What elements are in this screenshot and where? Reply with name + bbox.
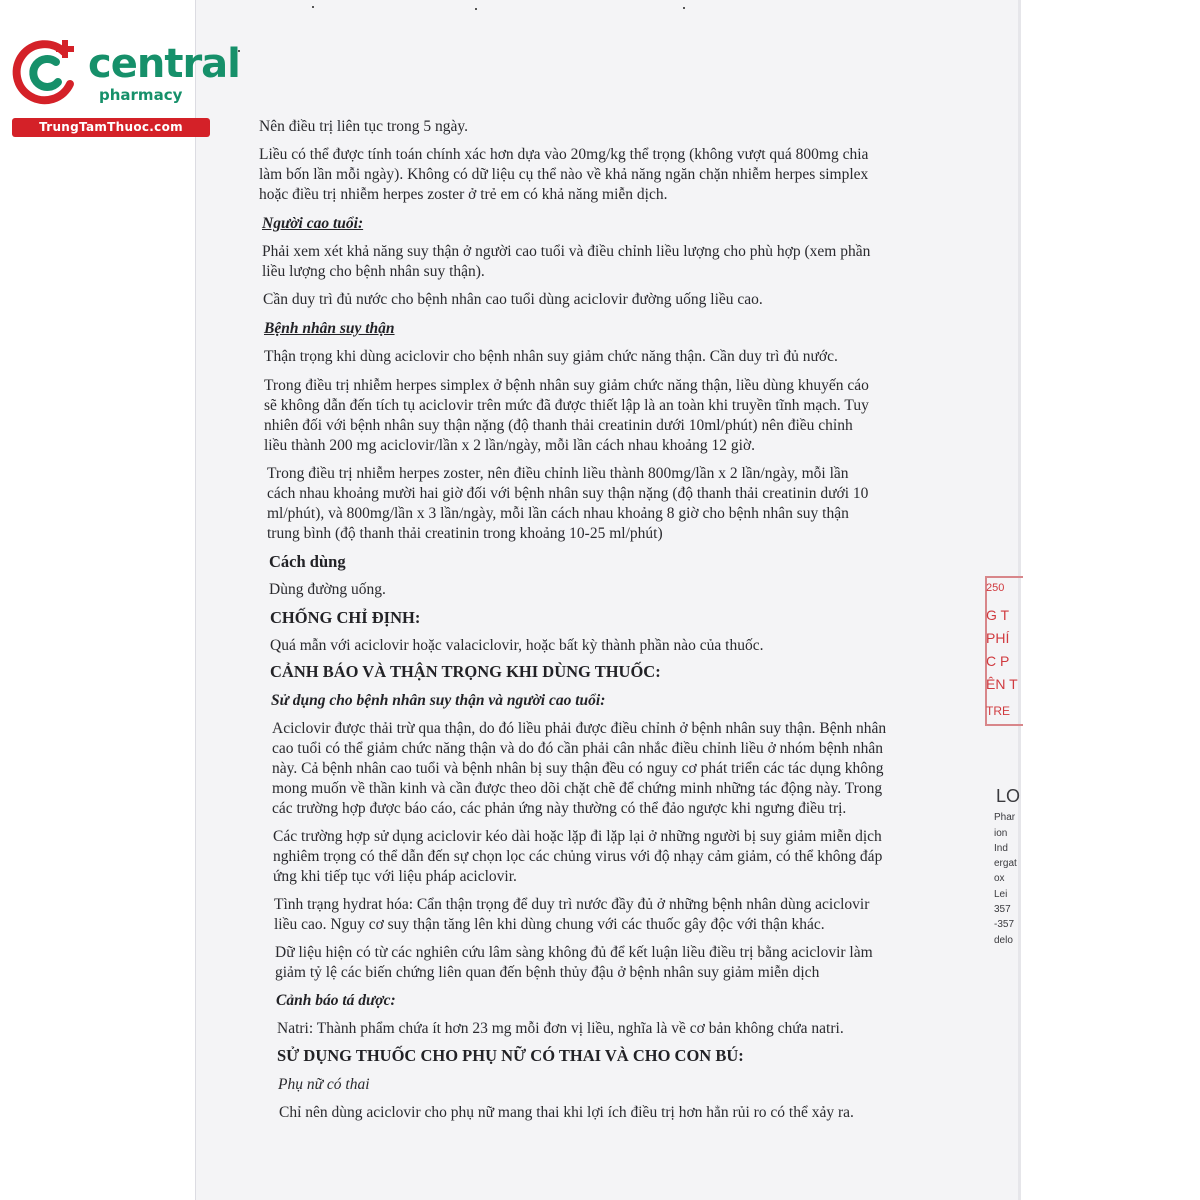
scan-speck — [683, 7, 685, 9]
side-text-fragment: delo — [994, 935, 1013, 946]
paragraph-hydration-line: liều cao. Nguy cơ suy thận tăng lên khi dùng chung với các thuốc gây độc với thận khác. — [274, 916, 825, 933]
brand-site-bar[interactable]: TrungTamThuoc.com — [12, 118, 210, 137]
paragraph-dose-line: làm bốn lần mỗi ngày). Không có dữ liệu cụ thể nào về khả năng ngăn chặn nhiễm herpes simplex — [259, 166, 869, 183]
paragraph-clinical-data-line: giảm tỷ lệ các biến chứng liên quan đến bệnh thủy đậu ở bệnh nhân suy giảm miễn dịch — [275, 964, 820, 981]
side-text-fragment: ergat — [994, 858, 1017, 869]
heading-renal: Bệnh nhân suy thận — [264, 320, 395, 337]
side-text-fragment: 357 — [994, 904, 1011, 915]
paragraph-hydration-line: Tình trạng hydrat hóa: Cẩn thận trọng để duy trì nước đầy đủ ở những bệnh nhân dùng aciclovir — [274, 896, 870, 913]
left-margin — [0, 0, 195, 1200]
paragraph-treatment-duration: Nên điều trị liên tục trong 5 ngày. — [259, 118, 469, 135]
paragraph-herpes-zoster-line: cách nhau khoảng mười hai giờ đối với bệnh nhân suy thận nặng (độ thanh thải creatinin dưới 10 — [267, 485, 869, 502]
heading-excipient-warning: Cảnh báo tá dược: — [276, 992, 396, 1009]
scan-speck — [312, 6, 314, 8]
heading-warnings: CẢNH BÁO VÀ THẬN TRỌNG KHI DÙNG THUỐC: — [270, 662, 661, 681]
side-text-fragment: ion — [994, 828, 1008, 839]
stamp-text: PHÍ — [986, 630, 1010, 646]
paragraph-contraindications: Quá mẫn với aciclovir hoặc valaciclovir, hoặc bất kỳ thành phần nào của thuốc. — [270, 637, 764, 654]
paragraph-usage: Dùng đường uống. — [269, 581, 386, 598]
side-text-fragment: Phar — [994, 812, 1016, 823]
side-text-fragment: Lei — [994, 889, 1008, 900]
paragraph-dose-line: hoặc điều trị nhiễm herpes zoster ở trẻ em có khả năng miễn dịch. — [259, 186, 668, 203]
paragraph-warnings-line: Aciclovir được thải trừ qua thận, do đó liều phải được điều chỉnh ở bệnh nhân suy thận. Bệnh nhân — [272, 720, 887, 737]
paragraph-immunocompromised-line: nghiêm trọng có thể dẫn đến sự chọn lọc các chủng virus với độ nhạy cảm giảm, có thể không đáp — [273, 848, 883, 865]
heading-contraindications: CHỐNG CHỈ ĐỊNH: — [270, 608, 421, 627]
brand-name: central — [88, 41, 240, 87]
heading-usage: Cách dùng — [269, 552, 346, 571]
paragraph-elderly-line: liều lượng cho bệnh nhân suy thận). — [262, 263, 485, 280]
stamp-text: C P — [986, 653, 1010, 669]
paragraph-herpes-zoster-line: ml/phút), và 800mg/lần x 3 lần/ngày, mỗi lần cách nhau khoảng 8 giờ cho bệnh nhân suy thận — [267, 505, 849, 522]
paragraph-warnings-line: mong muốn về thần kinh và cần được theo dõi chặt chẽ để chứng minh những tác động này. Trong — [272, 780, 883, 797]
right-margin — [1018, 0, 1200, 1200]
side-text-fragment: ox — [994, 873, 1005, 884]
paragraph-warnings-line: này. Cả bệnh nhân cao tuổi và bệnh nhân bị suy thận đều có nguy cơ phát triển các tác dụng không — [272, 760, 884, 777]
paragraph-herpes-zoster-line: Trong điều trị nhiễm herpes zoster, nên điều chỉnh liều thành 800mg/lần x 2 lần/ngày, mỗi lần — [267, 465, 849, 482]
paragraph-immunocompromised-line: ứng khi tiếp tục với liệu pháp aciclovir. — [273, 868, 517, 885]
side-text-fragment: LO — [996, 786, 1021, 806]
brand-subtitle: pharmacy — [99, 86, 183, 104]
stamp-text: TRE — [986, 704, 1010, 718]
stamp-text: ÊN T — [986, 676, 1018, 692]
stamp-text: 250 — [986, 582, 1005, 594]
paragraph-hydration-elderly: Cần duy trì đủ nước cho bệnh nhân cao tuổi dùng aciclovir đường uống liều cao. — [263, 291, 763, 308]
paragraph-renal-caution: Thận trọng khi dùng aciclovir cho bệnh nhân suy giảm chức năng thận. Cần duy trì đủ nước. — [264, 348, 838, 365]
scan-speck — [475, 8, 477, 10]
subheading-pregnancy: Phụ nữ có thai — [278, 1076, 370, 1093]
brand-logo[interactable] — [10, 38, 240, 138]
central-pharmacy-logo-icon — [10, 38, 80, 108]
paragraph-warnings-line: các trường hợp được báo cáo, các phản ứng này thường có thể đảo ngược khi ngưng điều trị. — [272, 800, 847, 817]
heading-elderly: Người cao tuổi: — [262, 215, 364, 232]
paragraph-herpes-simplex-line: Trong điều trị nhiễm herpes simplex ở bệnh nhân suy giảm chức năng thận, liều dùng khuyến cáo — [264, 377, 869, 394]
paragraph-immunocompromised-line: Các trường hợp sử dụng aciclovir kéo dài hoặc lặp đi lặp lại ở những người bị suy giảm miễn dịch — [273, 828, 882, 845]
subheading-warnings-renal-elderly: Sử dụng cho bệnh nhân suy thận và người cao tuổi: — [271, 692, 606, 709]
paragraph-warnings-line: cao tuổi có thể giảm chức năng thận và do đó cần phải cân nhắc điều chỉnh liều ở nhóm bệnh nhân — [272, 740, 884, 757]
paragraph-pregnancy: Chỉ nên dùng aciclovir cho phụ nữ mang thai khi lợi ích điều trị hơn hẳn rủi ro có thể xảy ra. — [279, 1104, 854, 1121]
side-text-fragment: Ind — [994, 843, 1008, 854]
paragraph-sodium: Natri: Thành phẩm chứa ít hơn 23 mg mỗi đơn vị liều, nghĩa là về cơ bản không chứa natri. — [277, 1020, 844, 1037]
paragraph-clinical-data-line: Dữ liệu hiện có từ các nghiên cứu lâm sàng không đủ để kết luận liều điều trị bằng aciclovir làm — [275, 944, 873, 961]
paragraph-dose-line: Liều có thể được tính toán chính xác hơn dựa vào 20mg/kg thể trọng (không vượt quá 800mg chia — [259, 146, 869, 163]
side-text-fragment: -357 — [994, 919, 1015, 930]
paragraph-herpes-simplex-line: sẽ không dẫn đến tích tụ aciclovir trên mức đã được thiết lập là an toàn khi truyền tĩnh mạch. Tuy — [264, 397, 869, 414]
heading-pregnancy-lactation: SỬ DỤNG THUỐC CHO PHỤ NỮ CÓ THAI VÀ CHO CON BÚ: — [277, 1046, 744, 1065]
paragraph-herpes-simplex-line: liều thành 200 mg aciclovir/lần x 2 lần/ngày, mỗi lần cách nhau khoảng 12 giờ. — [264, 437, 756, 454]
paragraph-herpes-simplex-line: nhiên đối với bệnh nhân suy thận nặng (độ thanh thải creatinin dưới 10ml/phút) nên điều chỉnh — [264, 417, 853, 434]
paragraph-elderly-line: Phải xem xét khả năng suy thận ở người cao tuổi và điều chỉnh liều lượng cho phù hợp (xem phần — [262, 243, 871, 260]
stamp-text: G T — [986, 607, 1010, 623]
paragraph-herpes-zoster-line: trung bình (độ thanh thải creatinin trong khoảng 10-25 ml/phút) — [267, 525, 663, 542]
